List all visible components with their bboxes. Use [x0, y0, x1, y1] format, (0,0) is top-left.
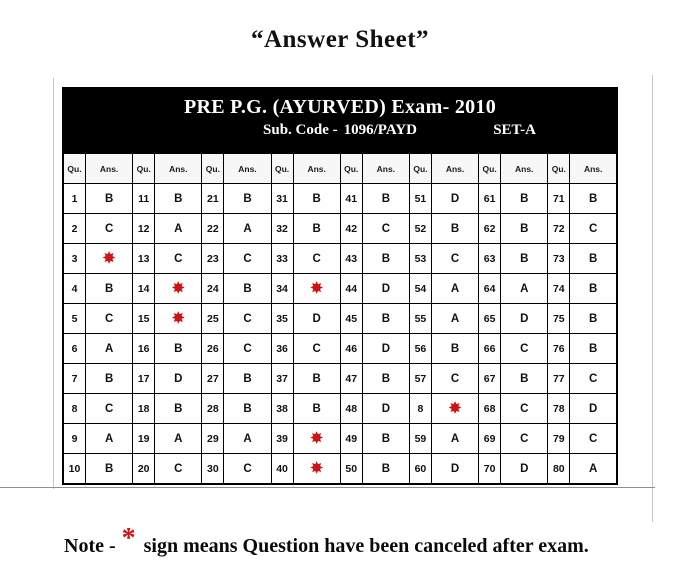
answer-cell: D [431, 184, 478, 214]
question-cell: 52 [409, 214, 431, 244]
table-row [63, 244, 617, 274]
question-cell: 20 [133, 454, 155, 485]
answer-cell: A [224, 424, 271, 454]
answer-cell: A [86, 334, 133, 364]
answer-cell: B [86, 454, 133, 485]
answer-cell: C [86, 304, 133, 334]
answer-cell: B [362, 304, 409, 334]
answer-cell: B [86, 184, 133, 214]
question-cell: 26 [202, 334, 224, 364]
sub-code [260, 122, 420, 138]
answer-cell: C [501, 424, 548, 454]
question-cell: 27 [202, 364, 224, 394]
answer-column-header: Ans. [293, 153, 340, 184]
answer-cell: B [155, 334, 202, 364]
page-bottom-rule [0, 487, 655, 488]
answer-cell: B [224, 364, 271, 394]
answer-cell [86, 244, 133, 274]
answer-cell: A [224, 214, 271, 244]
answer-cell: C [501, 334, 548, 364]
answer-cell: D [293, 304, 340, 334]
answer-column-header: Ans. [155, 153, 202, 184]
question-column-header: Qu. [340, 153, 362, 184]
question-cell: 18 [133, 394, 155, 424]
question-cell: 49 [340, 424, 362, 454]
sub-code-label: Sub. Code - [263, 122, 338, 138]
answer-cell: B [293, 214, 340, 244]
question-cell: 75 [548, 304, 570, 334]
question-cell: 5 [63, 304, 86, 334]
answer-cell [293, 454, 340, 485]
question-cell: 19 [133, 424, 155, 454]
header-row [63, 153, 617, 184]
answer-cell: B [362, 244, 409, 274]
question-cell: 51 [409, 184, 431, 214]
answer-cell: C [86, 214, 133, 244]
answer-cell: D [362, 394, 409, 424]
question-cell: 76 [548, 334, 570, 364]
answer-cell: C [155, 454, 202, 485]
answer-sheet [62, 87, 618, 485]
answer-column-header: Ans. [570, 153, 617, 184]
table-row [63, 394, 617, 424]
question-cell: 9 [63, 424, 86, 454]
answer-cell: A [570, 454, 617, 485]
answer-cell: B [362, 424, 409, 454]
answer-cell: B [224, 394, 271, 424]
question-cell: 45 [340, 304, 362, 334]
page-border-left [53, 78, 54, 489]
answer-cell: A [86, 424, 133, 454]
question-cell: 53 [409, 244, 431, 274]
table-row [63, 334, 617, 364]
question-cell: 16 [133, 334, 155, 364]
question-cell: 24 [202, 274, 224, 304]
answer-cell [155, 304, 202, 334]
question-cell: 8 [63, 394, 86, 424]
question-cell: 68 [479, 394, 501, 424]
question-cell: 39 [271, 424, 293, 454]
answer-cell: B [362, 454, 409, 485]
question-column-header: Qu. [271, 153, 293, 184]
question-cell: 72 [548, 214, 570, 244]
question-cell: 62 [479, 214, 501, 244]
sub-code-value: 1096/PAYD [343, 122, 417, 138]
question-cell: 54 [409, 274, 431, 304]
answers-table-head [63, 153, 617, 184]
question-cell: 7 [63, 364, 86, 394]
question-cell: 37 [271, 364, 293, 394]
question-column-header: Qu. [479, 153, 501, 184]
answer-cell: B [431, 334, 478, 364]
answer-cell: B [570, 244, 617, 274]
question-cell: 8 [409, 394, 431, 424]
question-cell: 42 [340, 214, 362, 244]
question-cell: 44 [340, 274, 362, 304]
question-cell: 28 [202, 394, 224, 424]
question-cell: 22 [202, 214, 224, 244]
answer-cell: C [570, 364, 617, 394]
canceled-star-icon: ✸ [171, 310, 185, 327]
answer-cell: C [362, 214, 409, 244]
answer-cell: B [155, 394, 202, 424]
question-cell: 55 [409, 304, 431, 334]
answer-cell: D [431, 454, 478, 485]
question-cell: 48 [340, 394, 362, 424]
answer-cell: D [362, 274, 409, 304]
question-cell: 59 [409, 424, 431, 454]
question-cell: 63 [479, 244, 501, 274]
page-title: “Answer Sheet” [250, 26, 430, 53]
answer-cell: C [224, 244, 271, 274]
answer-cell: C [155, 244, 202, 274]
question-cell: 4 [63, 274, 86, 304]
question-cell: 15 [133, 304, 155, 334]
question-cell: 77 [548, 364, 570, 394]
answer-cell: B [362, 184, 409, 214]
canceled-star-icon: ✸ [310, 430, 323, 447]
question-cell: 2 [63, 214, 86, 244]
question-cell: 31 [271, 184, 293, 214]
answer-column-header: Ans. [224, 153, 271, 184]
question-cell: 70 [479, 454, 501, 485]
answer-cell: B [86, 274, 133, 304]
answers-table-body [63, 184, 617, 485]
question-cell: 79 [548, 424, 570, 454]
answer-cell: B [501, 244, 548, 274]
canceled-star-icon: ✸ [171, 280, 185, 297]
question-cell: 11 [133, 184, 155, 214]
answer-cell: B [224, 274, 271, 304]
note-text: sign means Question have been canceled after exam. [143, 535, 589, 557]
question-cell: 57 [409, 364, 431, 394]
question-column-header: Qu. [133, 153, 155, 184]
question-cell: 3 [63, 244, 86, 274]
answer-cell: D [501, 454, 548, 485]
table-row [63, 274, 617, 304]
answer-cell: D [155, 364, 202, 394]
question-cell: 61 [479, 184, 501, 214]
answer-cell: B [501, 364, 548, 394]
question-cell: 23 [202, 244, 224, 274]
answers-table [62, 152, 618, 485]
question-cell: 35 [271, 304, 293, 334]
answer-cell [293, 424, 340, 454]
answer-cell: C [293, 244, 340, 274]
table-row [63, 304, 617, 334]
answer-cell: B [293, 184, 340, 214]
question-cell: 1 [63, 184, 86, 214]
question-cell: 29 [202, 424, 224, 454]
answer-cell: C [501, 394, 548, 424]
question-cell: 13 [133, 244, 155, 274]
answer-cell: D [501, 304, 548, 334]
answer-column-header: Ans. [431, 153, 478, 184]
question-column-header: Qu. [202, 153, 224, 184]
answer-cell: B [570, 184, 617, 214]
exam-header [62, 87, 618, 152]
question-cell: 50 [340, 454, 362, 485]
answer-cell: C [224, 454, 271, 485]
answer-cell: A [431, 304, 478, 334]
answer-cell: C [224, 334, 271, 364]
question-cell: 80 [548, 454, 570, 485]
canceled-star-icon: ✸ [310, 280, 323, 297]
answer-cell [293, 274, 340, 304]
answer-column-header: Ans. [362, 153, 409, 184]
question-cell: 40 [271, 454, 293, 485]
answer-cell: B [431, 214, 478, 244]
question-cell: 78 [548, 394, 570, 424]
question-cell: 6 [63, 334, 86, 364]
answer-cell: C [570, 424, 617, 454]
table-row [63, 214, 617, 244]
table-row [63, 184, 617, 214]
question-cell: 47 [340, 364, 362, 394]
question-column-header: Qu. [63, 153, 86, 184]
canceled-star-icon: ✸ [102, 250, 116, 267]
canceled-star-icon: ✸ [310, 460, 323, 477]
question-cell: 60 [409, 454, 431, 485]
question-cell: 43 [340, 244, 362, 274]
answer-cell: B [570, 304, 617, 334]
answer-column-header: Ans. [86, 153, 133, 184]
answer-cell: C [431, 244, 478, 274]
canceled-star-icon: ✸ [448, 400, 462, 417]
answer-cell: A [431, 274, 478, 304]
answer-cell: B [501, 184, 548, 214]
question-cell: 74 [548, 274, 570, 304]
question-cell: 32 [271, 214, 293, 244]
answer-cell: D [570, 394, 617, 424]
answer-cell: A [431, 424, 478, 454]
question-cell: 73 [548, 244, 570, 274]
question-cell: 69 [479, 424, 501, 454]
answer-cell: C [86, 394, 133, 424]
question-column-header: Qu. [548, 153, 570, 184]
question-cell: 21 [202, 184, 224, 214]
answer-cell: C [431, 364, 478, 394]
answer-cell: A [155, 214, 202, 244]
answer-cell: C [570, 214, 617, 244]
question-cell: 14 [133, 274, 155, 304]
answer-cell: B [570, 334, 617, 364]
answer-cell: B [362, 364, 409, 394]
exam-subheader [62, 122, 618, 139]
question-cell: 65 [479, 304, 501, 334]
answer-cell: A [155, 424, 202, 454]
question-cell: 64 [479, 274, 501, 304]
answer-cell: C [224, 304, 271, 334]
question-cell: 38 [271, 394, 293, 424]
question-cell: 67 [479, 364, 501, 394]
answer-cell: B [293, 394, 340, 424]
exam-title: PRE P.G. (AYURVED) Exam- 2010 [183, 96, 497, 118]
set-label: SET-A [493, 122, 536, 138]
question-cell: 71 [548, 184, 570, 214]
question-cell: 17 [133, 364, 155, 394]
question-cell: 34 [271, 274, 293, 304]
page-border-right [652, 75, 653, 522]
question-cell: 46 [340, 334, 362, 364]
question-cell: 12 [133, 214, 155, 244]
question-cell: 56 [409, 334, 431, 364]
note-prefix: Note - [64, 535, 116, 557]
answer-cell: A [501, 274, 548, 304]
question-cell: 25 [202, 304, 224, 334]
question-cell: 30 [202, 454, 224, 485]
answer-cell: B [501, 214, 548, 244]
question-cell: 66 [479, 334, 501, 364]
answer-cell: B [570, 274, 617, 304]
answer-cell: B [293, 364, 340, 394]
answer-cell: B [155, 184, 202, 214]
answer-cell: C [293, 334, 340, 364]
answer-cell: B [86, 364, 133, 394]
answer-cell [431, 394, 478, 424]
note: Note - * sign means Question have been canceled after exam. [64, 523, 589, 557]
question-cell: 41 [340, 184, 362, 214]
answer-cell: D [362, 334, 409, 364]
question-cell: 33 [271, 244, 293, 274]
answer-column-header: Ans. [501, 153, 548, 184]
question-cell: 10 [63, 454, 86, 485]
question-column-header: Qu. [409, 153, 431, 184]
table-row [63, 454, 617, 485]
table-row [63, 364, 617, 394]
table-row [63, 424, 617, 454]
answer-cell: B [224, 184, 271, 214]
answer-cell [155, 274, 202, 304]
question-cell: 36 [271, 334, 293, 364]
